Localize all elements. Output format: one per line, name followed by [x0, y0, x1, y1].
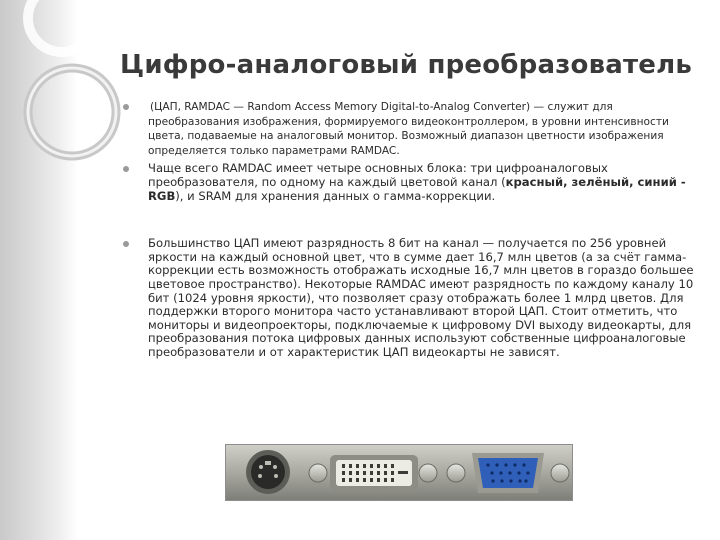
decorative-rings: [0, 0, 130, 540]
bullet-dot-icon: [123, 104, 129, 110]
bullet-list: [120, 100, 700, 360]
bullet-bold-text: красный, зелёный, синий - RGB: [148, 174, 686, 203]
bullet-item-ramdac: [120, 100, 700, 158]
bullet-dot-icon: [123, 166, 129, 172]
bullet-text: Большинство ЦАП имеют разрядность 8 бит на канал — получается по 256 уровней яркости на каждый основной цвет, что в сумме дает 16,7 млн цветов (а за счёт гамма-коррекции есть возможность отображать исходные 16,7 млн цветов в гораздо большее цветовое пространство). Некоторые RAMDAC имеют разрядность по каждому каналу 10 бит (1024 уровня яркости), что позволяет сразу отображать более 1 млрд цветов. Для поддержки второго монитора часто устанавливают второй ЦАП. Стоит отметить, что мониторы и видеопроекторы, подключаемые к цифровому DVI выходу видеокарты, для преобразования потока цифровых данных используют собственные цифроаналоговые преобразователи и от характеристик ЦАП видеокарты не зависят.: [148, 236, 694, 359]
bullet-text: ), и SRAM для хранения данных о гамма-коррекции.: [175, 188, 496, 203]
bullet-item-bit-depth: [120, 237, 700, 359]
slide-title: Цифро-аналоговый преобразователь: [120, 50, 692, 80]
bullet-dot-icon: [123, 241, 129, 247]
bullet-item-blocks: [120, 162, 700, 203]
video-card-connectors-photo: [225, 444, 573, 501]
bullet-text: (ЦАП, RAMDAC — Random Access Memory Digital-to-Analog Converter) — служит для преобразования изображения, формируемого видеоконтроллером, в уровни интенсивности цвета, подаваемые на аналоговый монитор. Возможный диапазон цветности изображения определяется только параметрами RAMDAC.: [148, 101, 669, 157]
bullet-text: Чаще всего RAMDAC имеет четыре основных блока: три цифроаналоговых преобразователя, по одному на каждый цветовой канал (: [148, 161, 608, 189]
